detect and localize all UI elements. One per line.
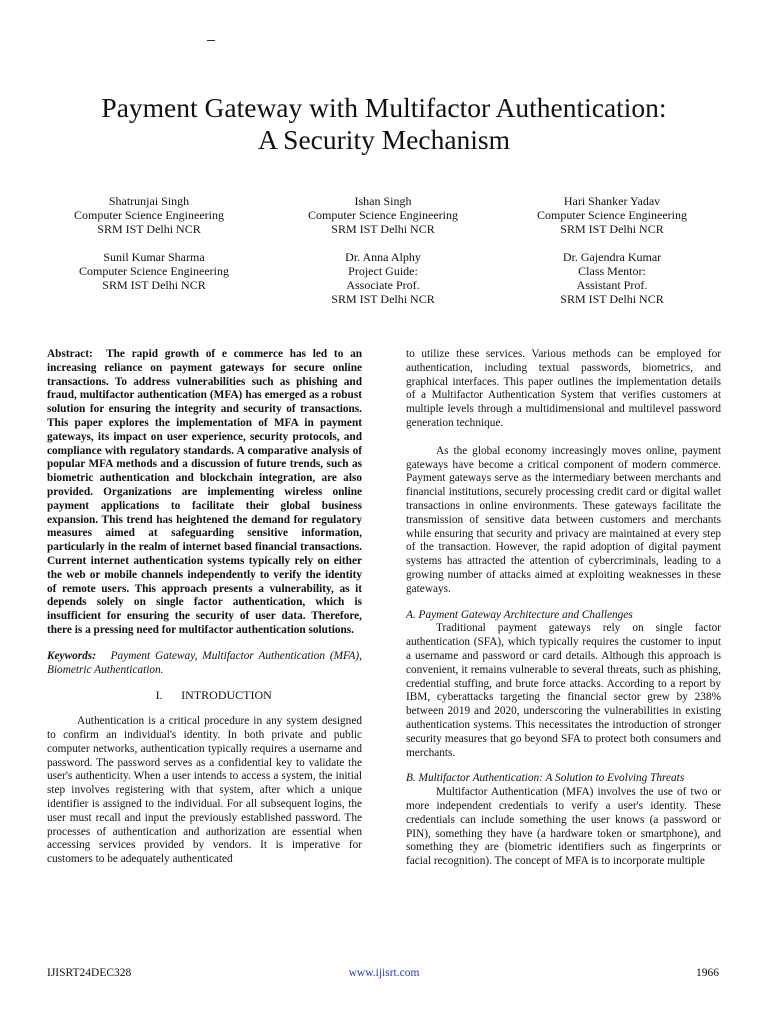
author-role: Class Mentor: bbox=[578, 264, 646, 278]
author-title: Associate Prof. bbox=[346, 278, 420, 292]
section-heading-introduction bbox=[47, 689, 362, 703]
subsection-heading-b: B. Multifactor Authentication: A Solution to Evolving Threats bbox=[406, 772, 685, 785]
author-block-4 bbox=[39, 250, 269, 292]
title-line-1: Payment Gateway with Multifactor Authentication: bbox=[101, 92, 667, 123]
author-affiliation: SRM IST Delhi NCR bbox=[560, 292, 664, 306]
intro-paragraph-1-continued: to utilize these services. Various methods can be employed for authentication, including textual passwords, biometrics, and graphical interfaces. This paper outlines the implementation details of a Multifactor Authentication System that verifies customers at multiple levels through a multidimensional and multilevel password generation technique. bbox=[406, 348, 721, 429]
author-dept: Computer Science Engineering bbox=[74, 208, 224, 222]
author-dept: Computer Science Engineering bbox=[308, 208, 458, 222]
abstract-label: Abstract: bbox=[47, 348, 93, 360]
intro-paragraph-2: As the global economy increasingly moves online, payment gateways have become a critical component of modern commerce. Payment gateways serve as the intermediary between merchants and financial institutions, securely processing credit card or digital wallet transactions in online environments. These gateways facilitate the transmission of sensitive data between customers and merchants while ensuring that security and privacy are maintained at every step of the transaction. However, the rapid adoption of digital payment systems has attracted the attention of cybercriminals, leading to a growing number of attacks aimed at exploiting weaknesses in these gateways. bbox=[406, 444, 721, 595]
keywords-label: Keywords: bbox=[47, 649, 96, 662]
author-block-2 bbox=[268, 194, 498, 236]
author-affiliation: SRM IST Delhi NCR bbox=[331, 222, 435, 236]
author-affiliation: SRM IST Delhi NCR bbox=[102, 278, 206, 292]
author-block-1 bbox=[34, 194, 264, 236]
subsection-a-paragraph: Traditional payment gateways rely on single factor authentication (SFA), which typically requires the customer to input a username and password or card details. Although this approach is convenient, it remains vulnerable to several threats, such as phishing, credential stuffing, and brute force attacks. According to a report by IBM, cyberattacks targeting the financial sector grew by 238% between 2019 and 2020, underscoring the vulnerabilities in existing authentication systems. This necessitates the introduction of stronger security measures that go beyond SFA to protect both consumers and merchants. bbox=[406, 622, 721, 759]
header-dash bbox=[207, 40, 215, 41]
author-name: Ishan Singh bbox=[354, 194, 412, 208]
author-block-6 bbox=[497, 250, 727, 306]
footer-page-number: 1966 bbox=[696, 967, 719, 979]
subsection-b-paragraph: Multifactor Authentication (MFA) involves the use of two or more independent credentials to verify a user's identity. These credentials can include something the user knows (a password or PIN), something they have (a hardware token or smartphone), and something they are (biometric identifiers such as fingerprints or facial recognition). The concept of MFA is to incorporate multiple bbox=[406, 786, 721, 868]
author-affiliation: SRM IST Delhi NCR bbox=[560, 222, 664, 236]
author-name: Dr. Anna Alphy bbox=[345, 250, 421, 264]
abstract bbox=[47, 348, 362, 638]
author-name: Sunil Kumar Sharma bbox=[103, 250, 205, 264]
section-title: INTRODUCTION bbox=[181, 688, 272, 703]
author-name: Dr. Gajendra Kumar bbox=[562, 250, 662, 264]
author-role: Project Guide: bbox=[348, 264, 418, 278]
keywords-text: Payment Gateway, Multifactor Authentication (MFA), Biometric Authentication. bbox=[47, 649, 362, 676]
intro-paragraph-1: Authentication is a critical procedure in any system designed to confirm an individual's identity. In both private and public computer networks, authentication typically requires a username and password. The password serves as a confidential key to validate the user's authenticity. When a user intends to access a system, the initial step involves registering with that system, after which a unique identifier is assigned to the individual. For all subsequent logins, the user must recall and input the previously established password. The processes of authentication and authorization are essential when accessing services provided by vendors. It is imperative for customers to be adequately authenticated bbox=[47, 715, 362, 866]
paper-title bbox=[30, 92, 738, 156]
author-name: Hari Shanker Yadav bbox=[563, 194, 661, 208]
section-number: I. bbox=[155, 688, 163, 703]
author-block-5 bbox=[268, 250, 498, 306]
title-line-2: A Security Mechanism bbox=[257, 124, 511, 155]
footer-website-link[interactable]: www.ijisrt.com bbox=[348, 967, 420, 979]
author-affiliation: SRM IST Delhi NCR bbox=[97, 222, 201, 236]
author-block-3 bbox=[497, 194, 727, 236]
author-name: Shatrunjai Singh bbox=[108, 194, 190, 208]
right-column bbox=[406, 348, 721, 869]
left-column bbox=[47, 348, 362, 867]
author-dept: Computer Science Engineering bbox=[79, 264, 229, 278]
author-title: Assistant Prof. bbox=[576, 278, 648, 292]
author-affiliation: SRM IST Delhi NCR bbox=[331, 292, 435, 306]
keywords bbox=[47, 650, 362, 678]
author-dept: Computer Science Engineering bbox=[537, 208, 687, 222]
footer-paper-id: IJISRT24DEC328 bbox=[47, 967, 132, 979]
abstract-text: The rapid growth of e commerce has led to an increasing reliance on payment gateways for secure online transactions. To address vulnerabilities such as phishing and fraud, multifactor authentication (MFA) has emerged as a robust solution for ensuring the integrity and security of transactions. This paper explores the implementation of MFA in payment gateways, its impact on user experience, security protocols, and compliance with regulatory standards. A comparative analysis of popular MFA methods and a discussion of future trends, such as biometric authentication and blockchain integration, are also provided. Organizations are implementing wireless online payment applications to facilitate their global business expansion. This trend has heightened the demand for regulatory measures aimed at safeguarding sensitive information, particularly in the realm of internet based financial transactions. Current internet authentication systems typically rely on either the web or mobile channels independently to verify the identity of remote users. This approach presents a vulnerability, as it depends solely on single factor authentication, which is insufficient for ensuring the security of user data. Therefore, there is a pressing need for multifactor authentication solutions. bbox=[47, 348, 362, 636]
subsection-heading-a: A. Payment Gateway Architecture and Challenges bbox=[406, 608, 633, 621]
